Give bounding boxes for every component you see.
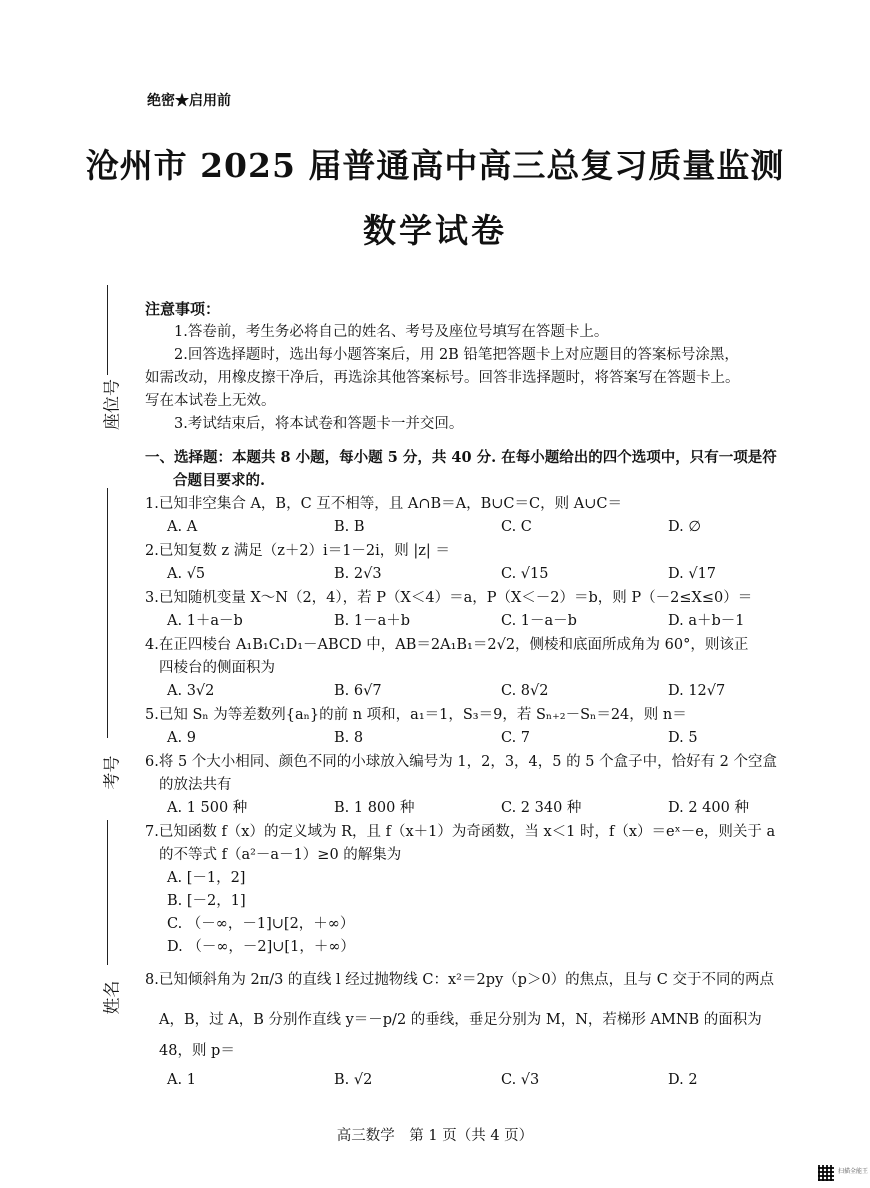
question-stem: 7.已知函数 f（x）的定义域为 R，且 f（x＋1）为奇函数，当 x＜1 时，f（x）＝eˣ－e，则关于 a — [145, 824, 776, 840]
question-stem: 1.已知非空集合 A，B，C 互不相等，且 A∩B＝A，B∪C＝C，则 A∪C＝ — [145, 496, 622, 512]
exam-no-label: 考号 — [102, 755, 123, 790]
question-stem-cont: 的放法共有 — [159, 777, 232, 793]
question-3 — [145, 587, 835, 633]
option: C. √3 — [501, 1072, 540, 1088]
question-6 — [145, 751, 835, 820]
option: D. a＋b－1 — [668, 613, 745, 629]
seat-line — [107, 285, 108, 375]
option: B. 2√3 — [334, 566, 382, 582]
option: A. √5 — [167, 566, 206, 582]
question-stem: 2.已知复数 z 满足（z＋2）i＝1－2i，则 |z| ＝ — [145, 543, 450, 559]
option: B. 6√7 — [334, 683, 382, 699]
option: B. 8 — [334, 730, 364, 746]
confidential-label: 绝密★启用前 — [147, 93, 231, 109]
question-4 — [145, 634, 835, 703]
notice-title: 注意事项： — [145, 300, 221, 318]
option: D. 12√7 — [668, 683, 726, 699]
option: C. √15 — [501, 566, 549, 582]
notice-item: 如需改动，用橡皮擦干净后，再选涂其他答案标号。回答非选择题时，将答案写在答题卡上。 — [145, 370, 740, 386]
question-stem-cont: 四棱台的侧面积为 — [159, 660, 275, 676]
option: A. 1＋a－b — [167, 613, 243, 629]
option: D. （－∞，－2]∪[1，＋∞） — [167, 939, 355, 955]
question-2 — [145, 540, 835, 586]
option: A. 1 — [167, 1072, 196, 1088]
option: B. √2 — [334, 1072, 373, 1088]
question-5 — [145, 704, 835, 750]
option: B. 1－a＋b — [334, 613, 411, 629]
section-title — [145, 446, 835, 492]
option: B. [－2，1] — [167, 893, 246, 909]
question-stem-cont: 48，则 p＝ — [159, 1043, 235, 1059]
option: C. 1－a－b — [501, 613, 577, 629]
question-7 — [145, 821, 835, 959]
option: D. ∅ — [668, 519, 701, 535]
exam-title: 沧州市 2025 届普通高中高三总复习质量监测 — [85, 146, 785, 185]
notice-item: 3.考试结束后，将本试卷和答题卡一并交回。 — [174, 416, 464, 432]
option: C. 7 — [501, 730, 531, 746]
option: C. （－∞，－1]∪[2，＋∞） — [167, 916, 355, 932]
option: D. 5 — [668, 730, 698, 746]
option: D. 2 — [668, 1072, 698, 1088]
option: B. B — [334, 519, 365, 535]
option: A. A — [167, 519, 198, 535]
notice-item: 1.答卷前，考生务必将自己的姓名、考号及座位号填写在答题卡上。 — [174, 324, 609, 340]
question-stem: 4.在正四棱台 A₁B₁C₁D₁－ABCD 中，AB＝2A₁B₁＝2√2，侧棱和底面所成角为 60°，则该正 — [145, 637, 749, 653]
section-title-line: 一、选择题：本题共 8 小题，每小题 5 分，共 40 分. 在每小题给出的四个选项中，只有一项是符 — [145, 449, 777, 466]
notice-item: 2.回答选择题时，选出每小题答案后，用 2B 铅笔把答题卡上对应题目的答案标号涂黑， — [174, 347, 739, 363]
option: A. 9 — [167, 730, 196, 746]
section-title-line: 合题目要求的. — [173, 472, 266, 489]
option: C. 8√2 — [501, 683, 549, 699]
option: D. √17 — [668, 566, 717, 582]
question-stem: 5.已知 Sₙ 为等差数列{aₙ}的前 n 项和，a₁＝1，S₃＝9，若 Sₙ₊₂－Sₙ＝24，则 n＝ — [145, 707, 687, 723]
question-8 — [145, 960, 835, 1092]
exam-subtitle: 数学试卷 — [363, 211, 507, 250]
option: C. C — [501, 519, 532, 535]
question-stem: 3.已知随机变量 X～N（2，4），若 P（X＜4）＝a，P（X＜－2）＝b，则 P（－2≤X≤0）＝ — [145, 590, 753, 606]
name-label: 姓名 — [102, 980, 123, 1015]
scanner-watermark: 扫描全能王 — [838, 1168, 869, 1175]
option: D. 2 400 种 — [668, 800, 749, 816]
page-footer: 高三数学 第 1 页（共 4 页） — [336, 1128, 534, 1144]
question-stem-cont: A，B，过 A，B 分别作直线 y＝－p/2 的垂线，垂足分别为 M，N，若梯形 AMNB 的面积为 — [159, 1012, 762, 1028]
question-stem: 6.将 5 个大小相同、颜色不同的小球放入编号为 1，2，3，4，5 的 5 个盒子中，恰好有 2 个空盒 — [145, 754, 778, 770]
question-stem: 8.已知倾斜角为 2π/3 的直线 l 经过抛物线 C：x²＝2py（p＞0）的焦点，且与 C 交于不同的两点 — [145, 972, 774, 988]
option: A. 3√2 — [167, 683, 215, 699]
seat-label: 座位号 — [102, 379, 123, 430]
option: A. 1 500 种 — [167, 800, 248, 816]
qr-code-icon — [818, 1165, 834, 1181]
exam-no-line — [107, 488, 108, 738]
name-line — [107, 820, 108, 965]
option: C. 2 340 种 — [501, 800, 582, 816]
notice-item: 写在本试卷上无效。 — [145, 393, 276, 409]
option: A. [－1，2] — [167, 870, 246, 886]
option: B. 1 800 种 — [334, 800, 415, 816]
exam-content — [145, 298, 835, 1092]
question-stem-cont: 的不等式 f（a²－a－1）≥0 的解集为 — [159, 847, 402, 863]
question-1 — [145, 493, 835, 539]
